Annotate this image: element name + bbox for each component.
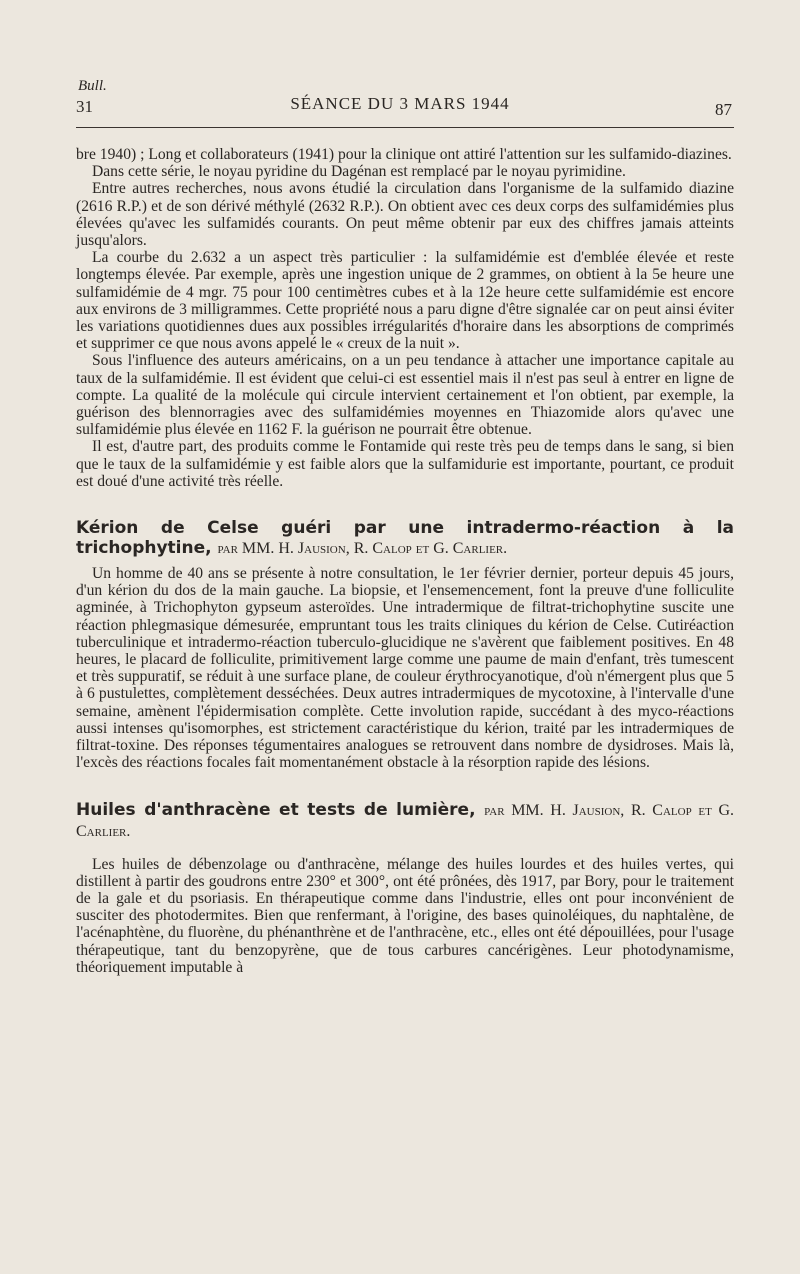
page-number-right: 87 [715, 100, 732, 119]
page-body [76, 146, 734, 976]
paragraph: Un homme de 40 ans se présente à notre consultation, le 1er février dernier, porteur depuis 45 jours, d'un kérion du dos de la main gauche. La biopsie, et l'ensemencement, font la preuve d'une folliculite agminée, à Trichophyton gypseum asteroïdes. Une intradermique de filtrat-trichophytine suscite une réaction phlegmasique démesurée, empruntant tous les traits cliniques du kérion de Celse. Cutiréaction tuberculinique et intradermo-réaction tuberculo-glucidique ne s'avèrent que faiblement positives. En 48 heures, le placard de folliculite, primitivement large comme une paume de main d'enfant, très tumescent et très suppuratif, se réduit à une surface plane, de couleur érythrocyanotique, d'où n'émergent plus que 5 à 6 pustulettes, complètement desséchées. Deux autres intradermiques de mycotoxine, à l'intervalle d'une semaine, amènent l'épidermisation complète. Cette involution rapide, succédant à des myco-réactions aussi intenses qu'isomorphes, est strictement caractéristique du kérion, traité par les intradermiques de filtrat-toxine. Des réponses tégumentaires analogues se retrouvent dans nombre de dysidroses. Mais là, l'excès des réactions focales fait momentanément obstacle à la résorption rapide des lésions. [76, 565, 734, 772]
paragraph: Entre autres recherches, nous avons étudié la circulation dans l'organisme de la sulfamido diazine (2616 R.P.) et de son dérivé méthylé (2632 R.P.). On obtient avec ces deux corps des sulfamidémies plus élevées qu'avec les sulfamidés courants. On peut même obtenir par eux des chiffres jamais atteints jusqu'alors. [76, 180, 734, 250]
paragraph: Dans cette série, le noyau pyridine du Dagénan est remplacé par le noyau pyrimidine. [92, 163, 626, 181]
journal-abbrev: Bull. [78, 78, 107, 94]
header-rule [76, 127, 734, 128]
paragraph: Il est, d'autre part, des produits comme le Fontamide qui reste très peu de temps dans le sang, si bien que le taux de la sulfamidémie y est faible alors que la sulfamidurie est importante, pourtant, ce produit est doué d'une activité très réelle. [76, 438, 734, 490]
paragraph: Sous l'influence des auteurs américains, on a un peu tendance à attacher une importance capitale au taux de la sulfamidémie. Il est évident que celui-ci est essentiel mais il n'est pas seul à entrer en ligne de compte. La qualité de la molécule qui circule intervient certainement et l'on obtient, par exemple, la guérison des blennorragies avec des sulfamidémies moyennes en Thiazomide alors qu'avec une sulfamidémie plus élevée en 1162 F. la guérison ne pourrait être obtenue. [76, 352, 734, 439]
section-heading-kerion [76, 518, 734, 559]
section-authors: par MM. H. Jausion, R. Calop et G. Carlier. [217, 540, 508, 558]
paragraph: bre 1940) ; Long et collaborateurs (1941) pour la clinique ont attiré l'attention sur les sulfamido-diazines. [76, 146, 732, 163]
section-title: Huiles d'anthracène et tests de lumière, [76, 799, 476, 820]
running-title: SÉANCE DU 3 MARS 1944 [290, 94, 510, 113]
paragraph: La courbe du 2.632 a un aspect très particulier : la sulfamidémie est d'emblée élevée et reste longtemps élevée. Par exemple, après une ingestion unique de 2 grammes, on obtient à la 5e heure une sulfamidémie de 4 mgr. 75 pour 100 centimètres cubes et à la 12e heure cette sulfamidémie est encore aux environs de 3 milligrammes. Cette propriété nous a paru digne d'être signalée car on peut ainsi éviter les variations quotidiennes dues aux possibles irrégularités d'horaire dans les absorptions de comprimés et supprimer ce que nous avons appelé le « creux de la nuit ». [76, 249, 734, 353]
section-title: Kérion de Celse guéri par une intradermo-réaction à la trichophytine, [76, 518, 734, 559]
section-authors: par MM. H. Jausion, R. Calop et G. Carlier. [76, 801, 735, 840]
paragraph: Les huiles de débenzolage ou d'anthracène, mélange des huiles lourdes et des huiles vertes, qui distillent à partir des goudrons entre 230° et 300°, ont été prônées, dès 1917, par Bory, pour le traitement de la gale et du psoriasis. En thérapeutique comme dans l'industrie, elles ont pour inconvénient de susciter des photodermites. Bien que renfermant, à l'origine, des bases quinoléiques, du naphtalène, de l'acénaphtène, du fluorène, du phénanthrène et de l'anthracène, etc., elles ont été dépouillées, pour l'usage thérapeutique, tant du benzopyrène, que de tous carbures cancérigènes. Leur photodynamisme, théoriquement imputable à [76, 855, 734, 976]
section-heading-anthracene [76, 800, 734, 842]
page-number-left: 31 [76, 97, 93, 116]
